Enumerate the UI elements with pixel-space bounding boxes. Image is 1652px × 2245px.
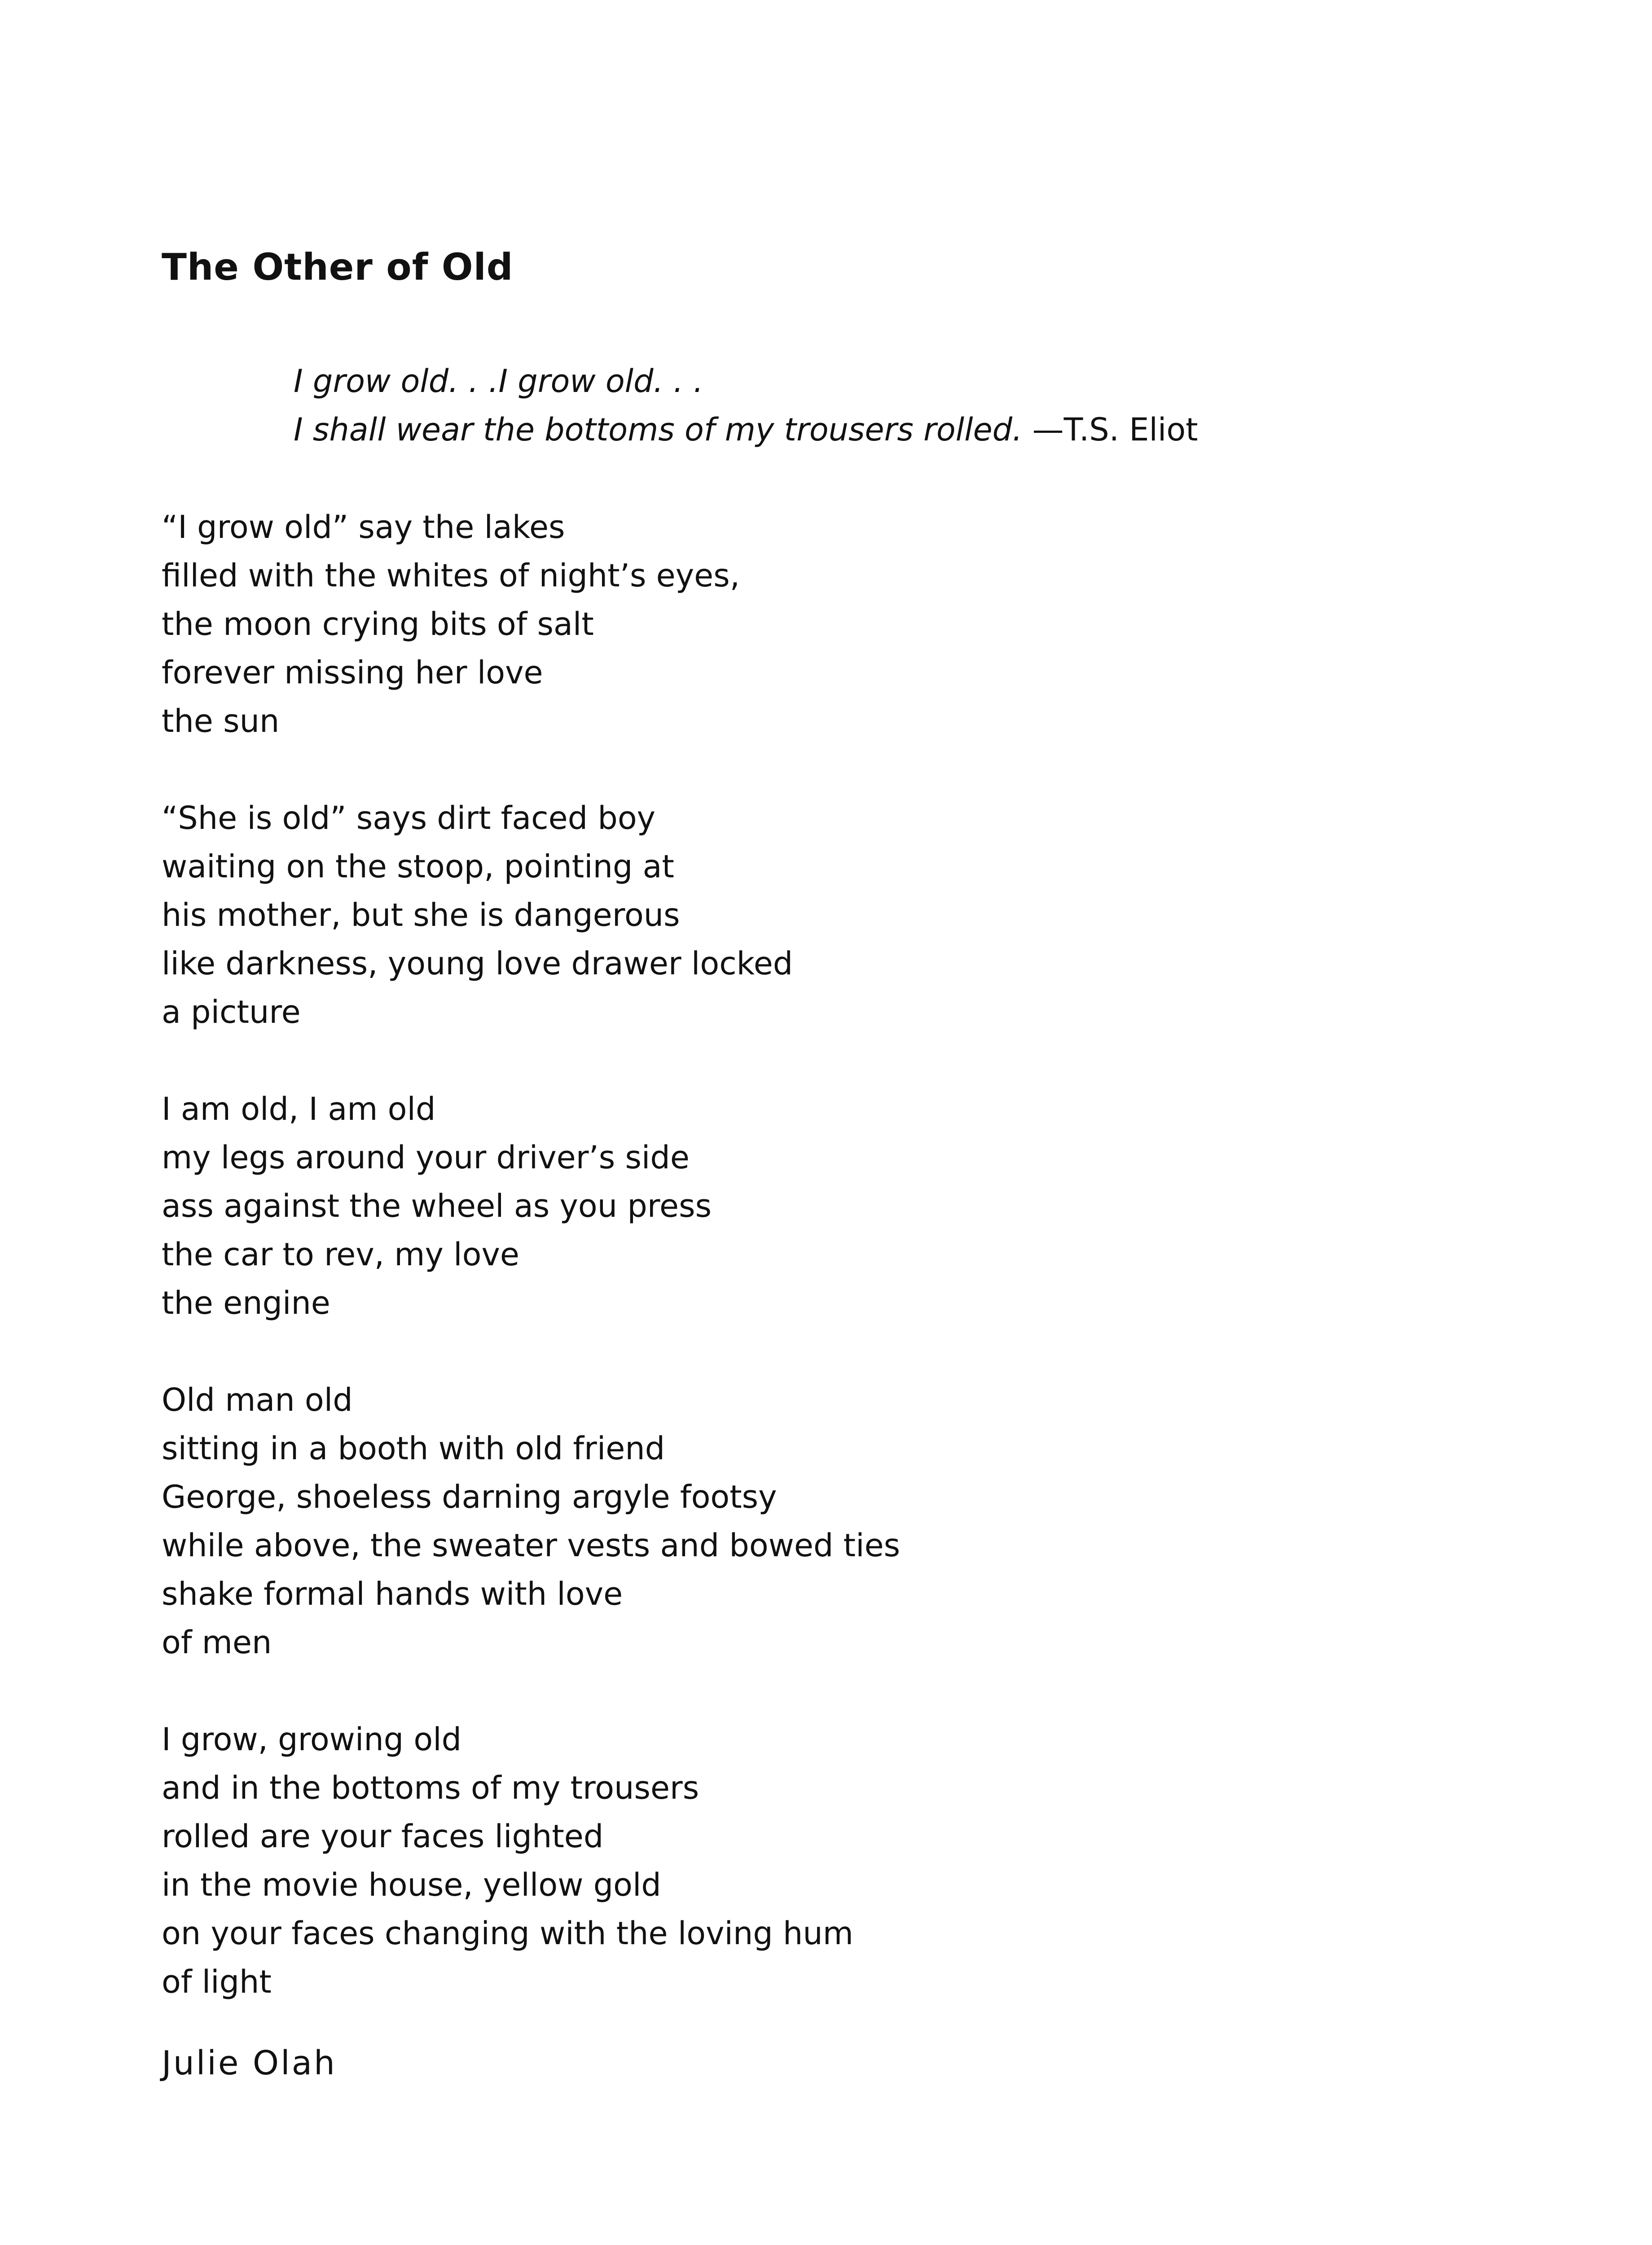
- stanza: [162, 794, 900, 1036]
- poem-line: of men: [162, 1624, 272, 1661]
- stanza: [162, 1715, 900, 2006]
- epigraph-line: [294, 405, 1198, 454]
- poem-line: I grow, growing old: [162, 1721, 462, 1758]
- poem-line: filled with the whites of night’s eyes,: [162, 557, 740, 594]
- poem-line: the engine: [162, 1285, 330, 1321]
- poem-line: George, shoeless darning argyle footsy: [162, 1479, 777, 1515]
- poem-line: ass against the wheel as you press: [162, 1188, 712, 1224]
- stanza: [162, 1085, 900, 1327]
- epigraph-attribution: —T.S. Eliot: [1022, 411, 1198, 448]
- poem-line: “She is old” says dirt faced boy: [162, 800, 656, 836]
- poem-line: forever missing her love: [162, 654, 543, 691]
- poem-line: his mother, but she is dangerous: [162, 897, 680, 933]
- poem-line: in the movie house, yellow gold: [162, 1866, 661, 1903]
- poem-line: I am old, I am old: [162, 1091, 436, 1127]
- poem-line: the moon crying bits of salt: [162, 606, 594, 643]
- poem-line: a picture: [162, 994, 301, 1030]
- stanza: [162, 503, 900, 745]
- stanza: [162, 1376, 900, 1667]
- poem-line: while above, the sweater vests and bowed ties: [162, 1527, 901, 1564]
- poem-line: sitting in a booth with old friend: [162, 1430, 665, 1467]
- poem-title: The Other of Old: [162, 246, 514, 289]
- author-name: Julie Olah: [162, 2044, 337, 2082]
- poem-line: like darkness, young love drawer locked: [162, 945, 793, 982]
- poem-line: Old man old: [162, 1382, 353, 1418]
- epigraph: [294, 357, 1198, 454]
- poem-line: “I grow old” say the lakes: [162, 509, 565, 546]
- poem-line: on your faces changing with the loving hum: [162, 1915, 853, 1952]
- poem-line: the sun: [162, 703, 280, 740]
- poem-line: waiting on the stoop, pointing at: [162, 848, 674, 885]
- poem-line: my legs around your driver’s side: [162, 1139, 690, 1176]
- poem-body: [162, 503, 900, 2055]
- poem-line: and in the bottoms of my trousers: [162, 1770, 699, 1806]
- epigraph-line: I grow old. . .I grow old. . .: [294, 363, 703, 400]
- poem-line: shake formal hands with love: [162, 1576, 623, 1612]
- poem-line: rolled are your faces lighted: [162, 1818, 604, 1855]
- poem-line: the car to rev, my love: [162, 1236, 519, 1273]
- poem-line: of light: [162, 1963, 272, 2000]
- epigraph-quote: I shall wear the bottoms of my trousers rolled.: [294, 411, 1023, 448]
